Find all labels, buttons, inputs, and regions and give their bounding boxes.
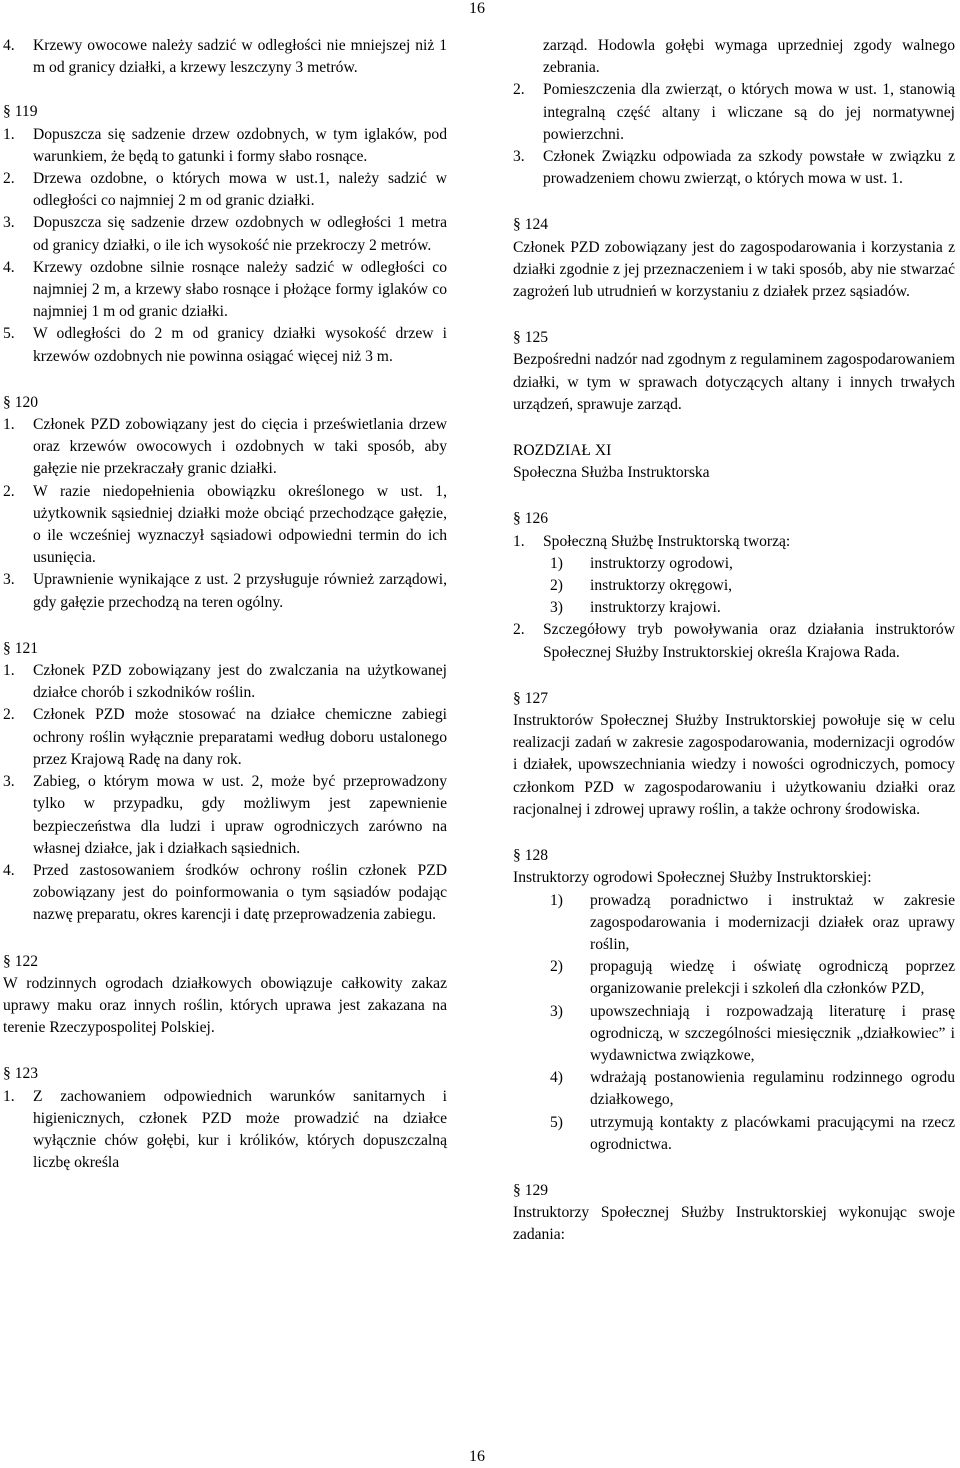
item-text: Z zachowaniem odpowiednich warunków sanitarnych i higienicznych, członek PZD może prowadzić na działce wyłącznie chów gołębi, kur i królików, których dopuszczalną liczbę określa <box>33 1087 447 1172</box>
item-number: 2. <box>513 621 525 639</box>
subitem-text: wdrażają postanowienia regulaminu rodzinnego ogrodu działkowego, <box>590 1069 955 1109</box>
item-number: 5. <box>3 325 15 343</box>
section-intro-128: Instruktorzy ogrodowi Społecznej Służby Instruktorskiej: <box>513 869 872 887</box>
item-text: Przed zastosowaniem środków ochrony roślin członek PZD zobowiązany jest do poinformowania o tym sąsiadów podając nazwę preparatu, okres karencji i datę przeprowadzenia zabiegu. <box>33 861 447 924</box>
item-number: 1. <box>3 662 15 680</box>
subitem-text: upowszechniają i rozpowadzają literaturę i prasę ogrodniczą, w szczególności miesięcznik „działkowiec” i wydawnictwa związkowe, <box>590 1002 955 1064</box>
item-text: Dopuszcza się sadzenie drzew ozdobnych w odległości 1 metra od granicy działki, o ile ich wysokość nie przekroczy 2 metrów. <box>33 214 447 254</box>
subitem-text: instruktorzy ogrodowi, <box>590 554 733 572</box>
paragraph-item <box>3 414 447 481</box>
continuation-text: zarząd. Hodowla gołębi wymaga uprzedniej zgody walnego zebrania. <box>543 37 955 77</box>
right-column <box>513 35 955 1247</box>
item-text: W razie niedopełnienia obowiązku określonego w ust. 1, użytkownik sąsiedniej działki może obciąć przechodzące gałęzie, o ile wcześniej wyznaczył sąsiadowi odpowiedni termin do ich usunięcia. <box>33 482 447 567</box>
section-heading-125: § 125 <box>513 327 955 349</box>
paragraph-item <box>3 860 447 927</box>
chapter-number: ROZDZIAŁ XI <box>513 442 612 460</box>
item-number: 1. <box>3 416 15 434</box>
subitem-number: 1) <box>550 891 563 909</box>
item-text: Szczegółowy tryb powoływania oraz działania instruktorów Społecznej Służby Instruktorskiej określa Krajowa Rada. <box>543 621 955 661</box>
paragraph-item <box>3 35 447 79</box>
list-subitem <box>550 1112 955 1156</box>
subitem-text: utrzymują kontakty z placówkami pracującymi na rzecz ogrodnictwa. <box>590 1113 955 1153</box>
paragraph-item <box>3 771 447 860</box>
paragraph-item <box>3 168 447 212</box>
item-text: Członek PZD zobowiązany jest do cięcia i prześwietlania drzew oraz krzewów owocowych i ozdobnych w taki sposób, aby gałęzie nie przekraczały granic działki. <box>33 416 447 478</box>
subitem-text: prowadzą poradnictwo i instruktaż w zakresie zagospodarowania i modernizacji działek oraz uprawy roślin, <box>590 891 955 953</box>
item-text: Pomieszczenia dla zwierząt, o których mowa w ust. 1, stanowią integralną część altany i wliczane są do jej normatywnej powierzchni. <box>543 81 955 143</box>
paragraph-item <box>3 323 447 367</box>
subitem-number: 2) <box>550 958 563 976</box>
section-text-127: Instruktorów Społecznej Służby Instruktorskiej powołuje się w celu realizacji zadań w zakresie zagospodarowania, modernizacji ogrodów i działek, upowszechniania wiedzy i nowości ogrodniczych, pomocy członkom PZD w zagospodarowaniu i użytkowaniu działki oraz racjonalnej i zdrowej uprawy roślin, a także ochrony środowiska. <box>513 712 955 818</box>
section-heading-128: § 128 <box>513 845 955 867</box>
page-number-bottom: 16 <box>469 1448 485 1465</box>
item-number: 2. <box>3 706 15 724</box>
list-subitem <box>550 597 955 619</box>
paragraph-item <box>3 481 447 570</box>
item-text: Członek PZD zobowiązany jest do zwalczania na użytkowanej działce chorób i szkodników roślin. <box>33 662 447 702</box>
item-number: 1. <box>3 125 15 143</box>
subitem-number: 3) <box>550 1002 563 1020</box>
section-text-122: W rodzinnych ogrodach działkowych obowiązuje całkowity zakaz uprawy maku oraz innych roślin, których uprawa jest zakazana na terenie Rzeczypospolitej Polskiej. <box>3 974 447 1037</box>
section-text-129: Instruktorzy Społecznej Służby Instruktorskiej wykonując swoje zadania: <box>513 1204 955 1244</box>
paragraph-item <box>3 124 447 168</box>
list-subitem <box>550 553 955 575</box>
section-heading-124: § 124 <box>513 214 955 236</box>
paragraph-item <box>3 257 447 324</box>
section-text-124: Członek PZD zobowiązany jest do zagospodarowania i korzystania z działki zgodnie z jej przeznaczeniem i w taki sposób, aby nie stwarzać zagrożeń lub utrudnień w korzystaniu z działek przez sąsiadów. <box>513 238 955 301</box>
item-text: Społeczną Służbę Instruktorską tworzą: <box>543 532 791 550</box>
item-text: Dopuszcza się sadzenie drzew ozdobnych, w tym iglaków, pod warunkiem, że będą to gatunki i formy słabo rosnące. <box>33 125 447 165</box>
list-subitem <box>550 890 955 957</box>
paragraph-item <box>3 569 447 613</box>
item-text: Uprawnienie wynikające z ust. 2 przysługuje również zarządowi, gdy gałęzie przechodzą na teren ogólny. <box>33 571 447 611</box>
item-text: Krzewy owocowe należy sadzić w odległości nie mniejszej niż 1 m od granicy działki, a krzewy leszczyny 3 metrów. <box>33 37 447 77</box>
item-number: 3. <box>3 214 15 232</box>
section-heading-122: § 122 <box>3 951 447 973</box>
paragraph-item <box>513 619 955 663</box>
item-number: 2. <box>513 81 525 99</box>
paragraph-item <box>513 531 955 553</box>
item-number: 2. <box>3 170 15 188</box>
chapter-title: Społeczna Służba Instruktorska <box>513 464 710 482</box>
item-text: Krzewy ozdobne silnie rosnące należy sadzić w odległości co najmniej 2 m, a krzewy słabo rosnące i płożące formy iglaków co najmniej 1 m od granic działki. <box>33 258 447 321</box>
paragraph-item <box>513 79 955 146</box>
item-text: Zabieg, o którym mowa w ust. 2, może być przeprowadzony tylko w przypadku, gdy możliwym jest zapewnienie bezpieczeństwa dla ludzi i upraw ogrodniczych zarówno na własnej działce, jak i działkach sąsiednich. <box>33 773 447 857</box>
list-subitem <box>550 1067 955 1111</box>
subitem-number: 3) <box>550 599 563 617</box>
section-heading-127: § 127 <box>513 688 955 710</box>
item-number: 3. <box>3 571 15 589</box>
item-number: 4. <box>3 861 15 879</box>
item-text: Drzewa ozdobne, o których mowa w ust.1, należy sadzić w odległości co najmniej 2 m od granic działki. <box>33 170 447 210</box>
paragraph-item <box>3 212 447 256</box>
paragraph-continuation <box>513 35 955 79</box>
section-heading-126: § 126 <box>513 508 955 530</box>
item-number: 1. <box>513 532 525 550</box>
section-heading-120: § 120 <box>3 392 447 414</box>
paragraph-item <box>3 660 447 704</box>
item-number: 2. <box>3 482 15 500</box>
section-heading-119: § 119 <box>3 101 447 123</box>
item-number: 4. <box>3 258 15 276</box>
list-subitem <box>550 575 955 597</box>
paragraph-item <box>3 1086 447 1175</box>
subitem-number: 5) <box>550 1113 563 1131</box>
subitem-number: 4) <box>550 1069 563 1087</box>
subitem-text: instruktorzy krajowi. <box>590 599 721 617</box>
section-heading-123: § 123 <box>3 1063 447 1085</box>
paragraph-item <box>3 704 447 771</box>
item-number: 1. <box>3 1087 15 1105</box>
subitem-text: instruktorzy okręgowi, <box>590 577 733 595</box>
section-heading-129: § 129 <box>513 1180 955 1202</box>
item-number: 3. <box>513 148 525 166</box>
subitem-number: 2) <box>550 577 563 595</box>
list-subitem <box>550 1001 955 1068</box>
section-text-125: Bezpośredni nadzór nad zgodnym z regulaminem zagospodarowaniem działki, w tym w sprawach dotyczących altany i innych trwałych urządzeń, sprawuje zarząd. <box>513 351 955 413</box>
left-column <box>3 35 447 1174</box>
page-number-top: 16 <box>469 0 485 17</box>
subitem-text: propagują wiedzę i oświatę ogrodniczą poprzez organizowanie prelekcji i szkoleń dla członków PZD, <box>590 958 955 998</box>
item-text: Członek PZD może stosować na działce chemiczne zabiegi ochrony roślin wyłącznie preparatami według doboru ustalonego przez Krajową Radę na dany rok. <box>33 706 447 768</box>
item-number: 3. <box>3 773 15 791</box>
section-heading-121: § 121 <box>3 638 447 660</box>
paragraph-item <box>513 146 955 190</box>
item-text: W odległości do 2 m od granicy działki wysokość drzew i krzewów ozdobnych nie powinna osiągać więcej niż 3 m. <box>33 325 447 365</box>
item-number: 4. <box>3 37 15 54</box>
item-text: Członek Związku odpowiada za szkody powstałe w związku z prowadzeniem chowu zwierząt, o których mowa w ust. 1. <box>543 148 955 188</box>
subitem-number: 1) <box>550 554 563 572</box>
list-subitem <box>550 956 955 1000</box>
